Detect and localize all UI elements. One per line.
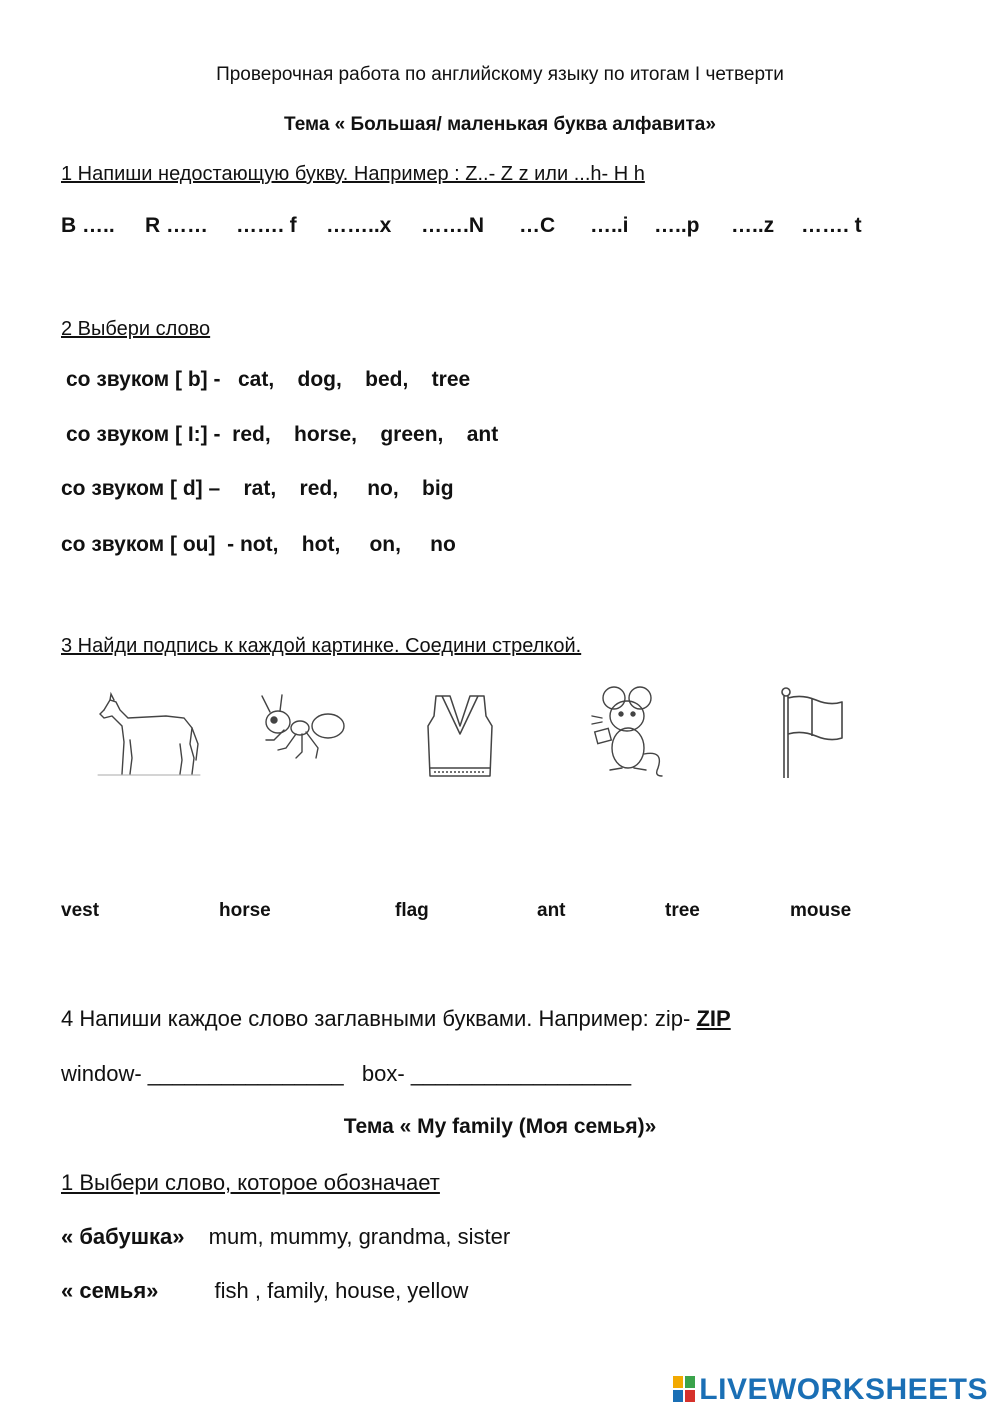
task3-instruction: 3 Найди подпись к каждой картинке. Соедини стрелкой.	[61, 635, 582, 657]
label-tree[interactable]: tree	[665, 900, 700, 921]
label-horse[interactable]: horse	[219, 900, 271, 921]
flag-picture[interactable]	[778, 686, 848, 781]
letter-item[interactable]: R ……	[145, 214, 208, 237]
label-ant[interactable]: ant	[537, 900, 566, 921]
family-row-word: « бабушка»	[61, 1224, 185, 1249]
label-flag[interactable]: flag	[395, 900, 429, 921]
family-row-grandma[interactable]	[61, 1224, 510, 1250]
task4-instruction-text: 4 Напиши каждое слово заглавными буквами. Например: zip-	[61, 1006, 691, 1031]
family-row-options[interactable]: fish , family, house, yellow	[214, 1278, 469, 1303]
theme-family-heading: Тема « My family (Моя семья)»	[343, 1115, 657, 1138]
liveworksheets-brand: LIVEWORKSHEETS	[699, 1373, 988, 1406]
letter-item[interactable]: …….N	[421, 214, 484, 237]
task4-example-answer: ZIP	[696, 1006, 731, 1031]
sound-row-d[interactable]: со звуком [ d] – rat, red, no, big	[61, 477, 454, 500]
theme-alphabet-heading: Тема « Большая/ маленькая буква алфавита»	[284, 114, 716, 135]
task4-instruction	[61, 1006, 731, 1032]
worksheet-title: Проверочная работа по английскому языку по итогам I четверти	[216, 64, 784, 85]
letter-item[interactable]: …..i	[590, 214, 629, 237]
letter-item[interactable]: ……. f	[236, 214, 297, 237]
sound-row-ou[interactable]: со звуком [ ou] - not, hot, on, no	[61, 533, 456, 556]
letter-item[interactable]: …..z	[731, 214, 775, 237]
family-row-family[interactable]	[61, 1278, 468, 1304]
sound-row-b[interactable]: со звуком [ b] - cat, dog, bed, tree	[66, 368, 471, 391]
letter-item[interactable]: ……..x	[326, 214, 392, 237]
label-mouse[interactable]: mouse	[790, 900, 852, 921]
sound-row-i[interactable]: со звуком [ I:] - red, horse, green, ant	[66, 423, 499, 446]
letter-item[interactable]: …..p	[654, 214, 700, 237]
family-row-word: « семья»	[61, 1278, 159, 1303]
vest-picture[interactable]	[426, 692, 494, 780]
mouse-picture[interactable]	[590, 684, 670, 779]
letter-item[interactable]: …C	[519, 214, 556, 237]
family-task1-instruction: 1 Выбери слово, которое обозначает	[61, 1170, 440, 1195]
family-row-options[interactable]: mum, mummy, grandma, sister	[208, 1224, 511, 1249]
letter-item[interactable]: ……. t	[801, 214, 862, 237]
liveworksheets-badge-icon	[673, 1376, 695, 1402]
letter-item[interactable]: B …..	[61, 214, 115, 237]
liveworksheets-logo	[673, 1373, 988, 1407]
horse-picture[interactable]	[96, 688, 206, 778]
task1-instruction: 1 Напиши недостающую букву. Например : Z..- Z z или ...h- H h	[61, 163, 645, 185]
task2-instruction: 2 Выбери слово	[61, 318, 211, 340]
label-vest[interactable]: vest	[61, 900, 100, 921]
ant-picture[interactable]	[256, 692, 351, 767]
task4-answer-line[interactable]: window- ________________ box- __________________	[61, 1061, 632, 1086]
